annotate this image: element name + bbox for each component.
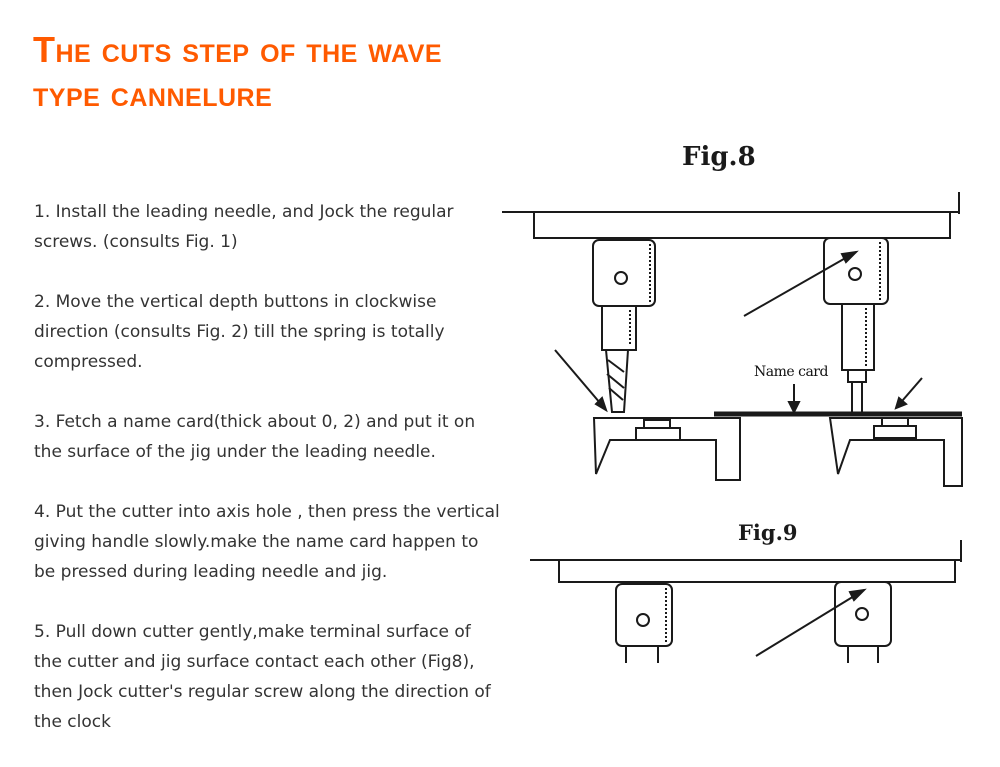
fig9-illustration xyxy=(530,540,962,663)
page-title-line-2: type cannelure xyxy=(33,73,273,114)
name-card-label: Name card xyxy=(754,364,828,380)
step-2: 2. Move the vertical depth buttons in clockwise direction (consults Fig. 2) till the spring is totally compressed. xyxy=(34,292,445,372)
step-3: 3. Fetch a name card(thick about 0, 2) and put it on the surface of the jig under the leading needle. xyxy=(34,412,476,462)
page-title-line-1: The cuts step of the wave xyxy=(33,29,443,70)
step-1: 1. Install the leading needle, and Jock the regular screws. (consults Fig. 1) xyxy=(34,202,454,252)
step-5: 5. Pull down cutter gently,make terminal surface of the cutter and jig surface contact each other (Fig8), then Jock cutter's regular screw along the direction of the clock xyxy=(34,622,491,732)
fig8-illustration xyxy=(502,192,962,486)
fig9-label: Fig.9 xyxy=(738,520,798,545)
step-4: 4. Put the cutter into axis hole , then press the vertical giving handle slowly.make the name card happen to be pressed during leading needle and jig. xyxy=(34,502,500,582)
fig8-label: Fig.8 xyxy=(682,142,756,172)
